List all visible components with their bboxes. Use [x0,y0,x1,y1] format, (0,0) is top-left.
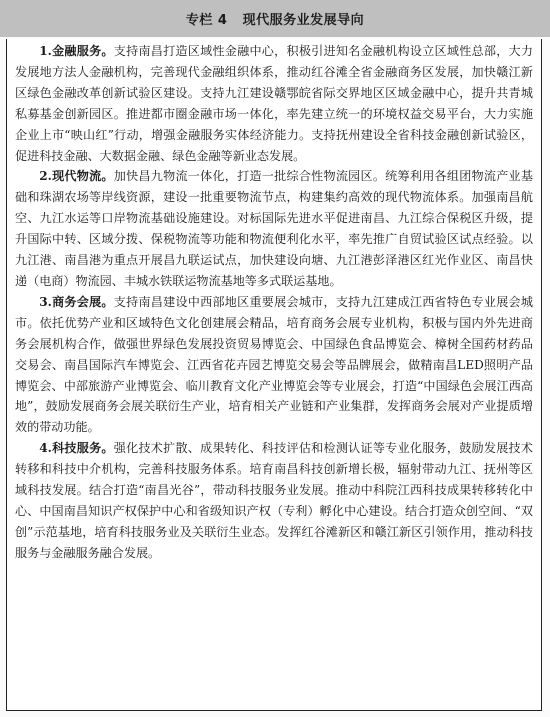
column-title [186,9,364,28]
section-body: 加快昌九物流一体化，打造一批综合性物流园区。统筹利用各组团物流产业基础和珠湖农场等岸线资源，建设一批重要物流节点，构建集约高效的现代物流体系。加强南昌航空、九江水运等口岸物流基础设施建设。对标国际先进水平促进南昌、九江综合保税区升级，提升国际中转、区域分拨、保税物流等功能和物流便利化水平，率先推广自贸试验区试点经验。以九江港、南昌港为重点开展昌九联运试点，加快建设向塘、九江港彭泽港区红光作业区、南昌快递（电商）物流园、丰城水铁联运物流基地等多式联运基地。 [15,169,533,288]
section-body: 强化技术扩散、成果转化、科技评估和检测认证等专业化服务，鼓励发展技术转移和科技中介机构，完善科技服务体系。培育南昌科技创新增长极，辐射带动九江、抚州等区域科技发展。结合打造“南昌光谷”，带动科技服务业发展。推动中科院江西科技成果转移转化中心、中国南昌知识产权保护中心和省级知识产权（专利）孵化中心建设。结合打造众创空间、“双创”示范基地，培育科技服务业及关联衍生业态。发挥红谷滩新区和赣江新区引领作用，推动科技服务与金融服务融合发展。 [15,441,533,560]
column-label: 专栏 4 [185,13,228,28]
section-number: 1. [39,44,52,58]
section-number: 4. [39,441,52,456]
section-number: 2. [39,169,52,184]
section-title: 科技服务。 [51,441,114,456]
section-body: 支持南昌建设中西部地区重要展会城市，支持九江建成江西省特色专业展会城市。依托优势产业和区域特色文化创建展会精品，培育商务会展专业机构，积极与国内外先进商务会展机构合作，做强世界绿色发展投资贸易博览会、中国绿色食品博览会、樟树全国药材药品交易会、南昌国际汽车博览会、江西省花卉园艺博览交易会等品牌展会，做精南昌LED照明产品博览会、中部旅游产业博览会、临川教育文化产业博览会等专业展会，打造“中国绿色会展江西高地”，鼓励发展商务会展关联衍生产业，培育相关产业链和产业集群，发挥商务会展对产业提质增效的带动功能。 [15,294,533,435]
column-header [0,0,550,37]
section-title: 商务会展。 [51,294,114,309]
section-logistics [15,166,533,291]
section-exhibition [15,292,533,438]
section-body: 支持南昌打造区域性金融中心，积极引进知名金融机构设立区域性总部，大力发展地方法人金融机构，完善现代金融组织体系，推动红谷滩全省金融商务区发展，加快赣江新区绿色金融改革创新试验区建设。支持九江建设赣鄂皖省际交界地区区域金融中心，提升共青城私募基金创新园区。推进都市圈金融市场一体化，率先建立统一的环境权益交易平台，大力实施企业上市“映山红”行动，增强金融服务实体经济能力。支持抚州建设全省科技金融创新试验区，促进科技金融、大数据金融、绿色金融等新业态发展。 [15,44,533,163]
column-heading: 现代服务业发展导向 [242,13,365,28]
section-number: 3. [39,294,52,309]
section-title: 金融服务。 [51,44,114,58]
section-finance [15,41,533,166]
content-box [6,39,542,711]
section-title: 现代物流。 [51,169,114,184]
section-technology [15,438,533,563]
